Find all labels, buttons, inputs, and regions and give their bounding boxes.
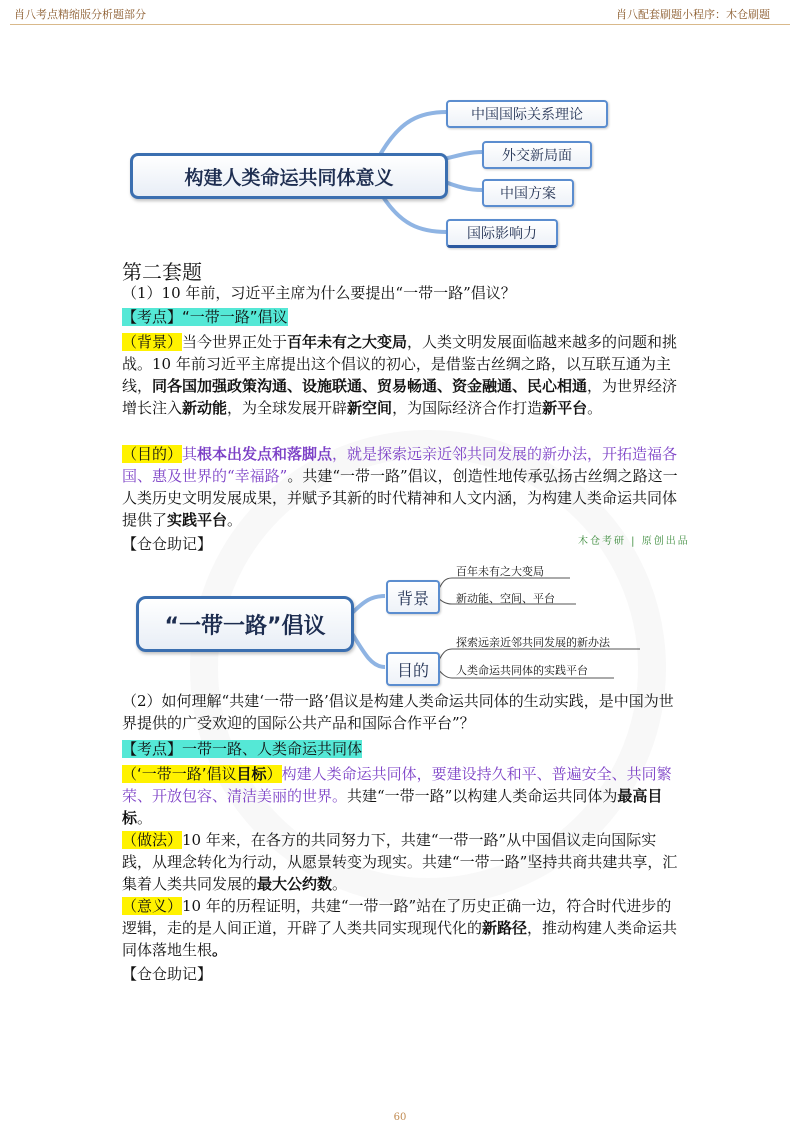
purpose-tag: （目的） [122, 445, 183, 463]
section-title: 第二套题 [122, 260, 202, 284]
mindmap1-connectors [0, 0, 800, 260]
kaodian-tag: 【考点】一带一路、人类命运共同体 [122, 740, 363, 758]
mindmap2-leaf: 人类命运共同体的实践平台 [456, 664, 588, 677]
mindmap2-center-node: “一带一路”倡议 [136, 596, 354, 652]
mindmap2-branch-background: 背景 [386, 580, 440, 614]
mindmap2-leaf: 探索远亲近邻共同发展的新办法 [456, 636, 610, 649]
zhuji-label-1: 【仓仓助记】 [122, 535, 213, 553]
mindmap2-leaf: 百年未有之大变局 [456, 565, 544, 578]
kaodian-1 [122, 306, 682, 328]
significance-paragraph: （意义）10 年的历程证明，共建“一带一路”站在了历史正确一边，符合时代进步的逻辑，走的是人间正道，开辟了人类共同实现现代化的新路径，推动构建人类命运共同体落地生根。 [122, 897, 678, 959]
goal-paragraph: （‘一带一路’倡议目标）构建人类命运共同体，要建设持久和平、普遍安全、共同繁荣、开放包容、清洁美丽的世界。共建“一带一路”以构建人类命运共同体为最高目标。 [122, 765, 672, 827]
header-left-title: 肖八考点精缩版分析题部分 [14, 8, 146, 21]
kaodian-2 [122, 738, 682, 760]
method-tag: （做法） [122, 831, 183, 849]
question-2: （2）如何理解“共建‘一带一路’倡议是构建人类命运共同体的生动实践，是中国为世界提供的广受欢迎的国际公共产品和国际合作平台”？ [122, 692, 674, 732]
purpose-paragraph: （目的）其根本出发点和落脚点，就是探索远亲近邻共同发展的新办法，开拓造福各国、惠及世界的“幸福路”。共建“一带一路”倡议，创造性地传承弘扬古丝绸之路这一人类历史文明发展成果，并赋予其新的时代精神和人文内涵，为构建人类命运共同体提供了实践平台。 [122, 445, 678, 529]
zhuji-label-2: 【仓仓助记】 [122, 965, 213, 983]
mindmap1-branch-node: 中国方案 [482, 179, 574, 207]
kaodian-tag: 【考点】“一带一路”倡议 [122, 308, 288, 326]
mindmap1-branch-node: 外交新局面 [482, 141, 592, 169]
significance-tag: （意义） [122, 897, 183, 915]
mindmap2-branch-purpose: 目的 [386, 652, 440, 686]
header-right-title: 肖八配套刷题小程序：木仓刷题 [616, 8, 770, 21]
mindmap2-leaf: 新动能、空间、平台 [456, 592, 555, 605]
mindmap1-branch-node: 国际影响力 [446, 219, 558, 248]
mindmap1-branch-node: 中国国际关系理论 [446, 100, 608, 128]
brand-mark: 木仓考研 | 原创出品 [578, 536, 690, 547]
question-1: （1）10 年前，习近平主席为什么要提出“一带一路”倡议？ [122, 284, 516, 302]
background-tag: （背景） [122, 333, 183, 351]
background-paragraph: （背景）当今世界正处于百年未有之大变局，人类文明发展面临越来越多的问题和挑战。10 年前习近平主席提出这个倡议的初心，是借鉴古丝绸之路，以互联互通为主线，同各国加强政策沟通、设施联通、贸易畅通、资金融通、民心相通，为世界经济增长注入新动能，为全球发展开辟新空间，为国际经济合作打造新平台。 [122, 333, 678, 417]
page-number: 60 [393, 1112, 407, 1123]
goal-tag: （‘一带一路’倡议目标） [122, 765, 282, 783]
method-paragraph: （做法）10 年来，在各方的共同努力下，共建“一带一路”从中国倡议走向国际实践，从理念转化为行动，从愿景转变为现实。共建“一带一路”坚持共商共建共享，汇集着人类共同发展的最大公约数。 [122, 831, 678, 893]
mindmap1-center-node: 构建人类命运共同体意义 [130, 153, 448, 199]
